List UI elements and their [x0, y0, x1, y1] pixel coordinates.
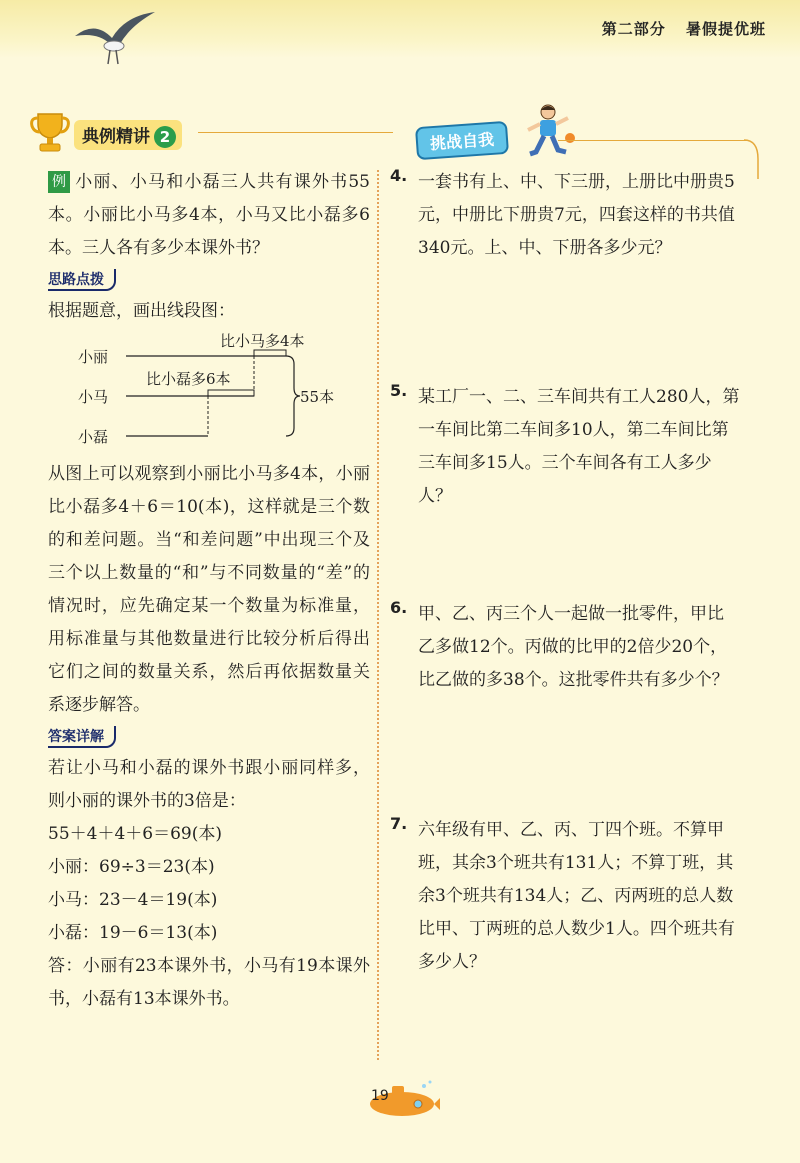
left-title-underline — [198, 132, 393, 133]
answer-line-3: 小马：23－4＝19(本) — [48, 890, 218, 910]
challenge-section-title: 挑战自我 — [415, 121, 509, 160]
hint-label: 思路点拨 — [48, 269, 116, 291]
running-boy-icon — [520, 102, 576, 162]
left-section-header — [30, 110, 370, 154]
example-text: 小丽、小马和小磊三人共有课外书55本。小丽比小马多4本，小马又比小磊多6本。三人各有多少本课外书？ — [48, 172, 370, 258]
answer-line-4: 小磊：19－6＝13(本) — [48, 923, 218, 943]
left-column — [48, 166, 370, 1016]
diagram-label-xiaoma: 小马 — [78, 388, 109, 406]
answer-intro: 若让小马和小磊的课外书跟小丽同样多，则小丽的课外书的3倍是： — [48, 758, 370, 811]
header-section: 暑假提优班 — [685, 20, 766, 38]
question-text: 一套书有上、中、下三册，上册比中册贵5元，中册比下册贵7元，四套这样的书共值340元。上、中、下册各多少元？ — [418, 172, 735, 258]
question-text: 六年级有甲、乙、丙、丁四个班。不算甲班，其余3个班共有131人；不算丁班，其余3个班共有134人；乙、丙两班的总人数比甲、丁两班的总人数少1人。四个班共有多少人？ — [418, 820, 735, 972]
diagram-label-xiaolei: 小磊 — [78, 428, 109, 446]
diagram-label-xiaoli: 小丽 — [78, 348, 109, 366]
seagull-icon — [70, 8, 160, 68]
diagram-total: 55本 — [300, 388, 335, 406]
question-number: 6. — [390, 598, 408, 617]
example-section-number: 2 — [154, 126, 176, 148]
right-title-underline — [558, 140, 748, 141]
trophy-icon — [30, 110, 70, 154]
question-text: 某工厂一、二、三车间共有工人280人，第一车间比第二车间多10人，第二车间比第三车间多15人。三个车间各有工人多少人？ — [418, 387, 740, 506]
column-divider — [377, 170, 379, 1060]
question-number: 7. — [390, 814, 408, 833]
example-section-title — [74, 120, 182, 150]
question-7 — [390, 814, 740, 979]
right-section-header — [408, 102, 768, 162]
question-number: 4. — [390, 166, 408, 185]
question-4 — [390, 166, 740, 265]
question-text: 甲、乙、丙三个人一起做一批零件，甲比乙多做12个。丙做的比甲的2倍少20个，比乙做的多38个。这批零件共有多少个？ — [418, 604, 729, 690]
question-number: 5. — [390, 381, 408, 400]
hint-intro: 根据题意，画出线段图： — [48, 301, 235, 321]
hint-explanation: 从图上可以观察到小丽比小马多4本，小丽比小磊多4＋6＝10(本)，这样就是三个数的和差问题。当“和差问题”中出现三个及三个以上数量的“和”与不同数量的“差”的情况时，应先确定某一个数量为标准量，用标准量与其他数量进行比较分析后得出它们之间的数量关系，然后再依据数量关系逐步解答。 — [48, 464, 370, 715]
question-5 — [390, 381, 740, 513]
example-badge: 例 — [48, 171, 70, 193]
answer-conclusion: 答：小丽有23本课外书，小马有19本课外书，小磊有13本课外书。 — [48, 956, 370, 1009]
diagram-note-1: 比小马多4本 — [220, 332, 305, 350]
answer-line-1: 55＋4＋4＋6＝69(本) — [48, 824, 222, 844]
answer-line-2: 小丽：69÷3＝23(本) — [48, 857, 215, 877]
example-problem — [48, 166, 370, 265]
header-title — [588, 18, 766, 39]
header-part: 第二部分 — [601, 20, 666, 38]
corner-curve-icon — [744, 139, 774, 179]
question-6 — [390, 598, 740, 697]
segment-diagram — [48, 328, 370, 458]
example-section-title-text: 典例精讲 — [82, 127, 150, 147]
diagram-note-2: 比小磊多6本 — [146, 370, 231, 388]
page-number: 19 — [371, 1088, 389, 1104]
answer-label: 答案详解 — [48, 726, 116, 748]
